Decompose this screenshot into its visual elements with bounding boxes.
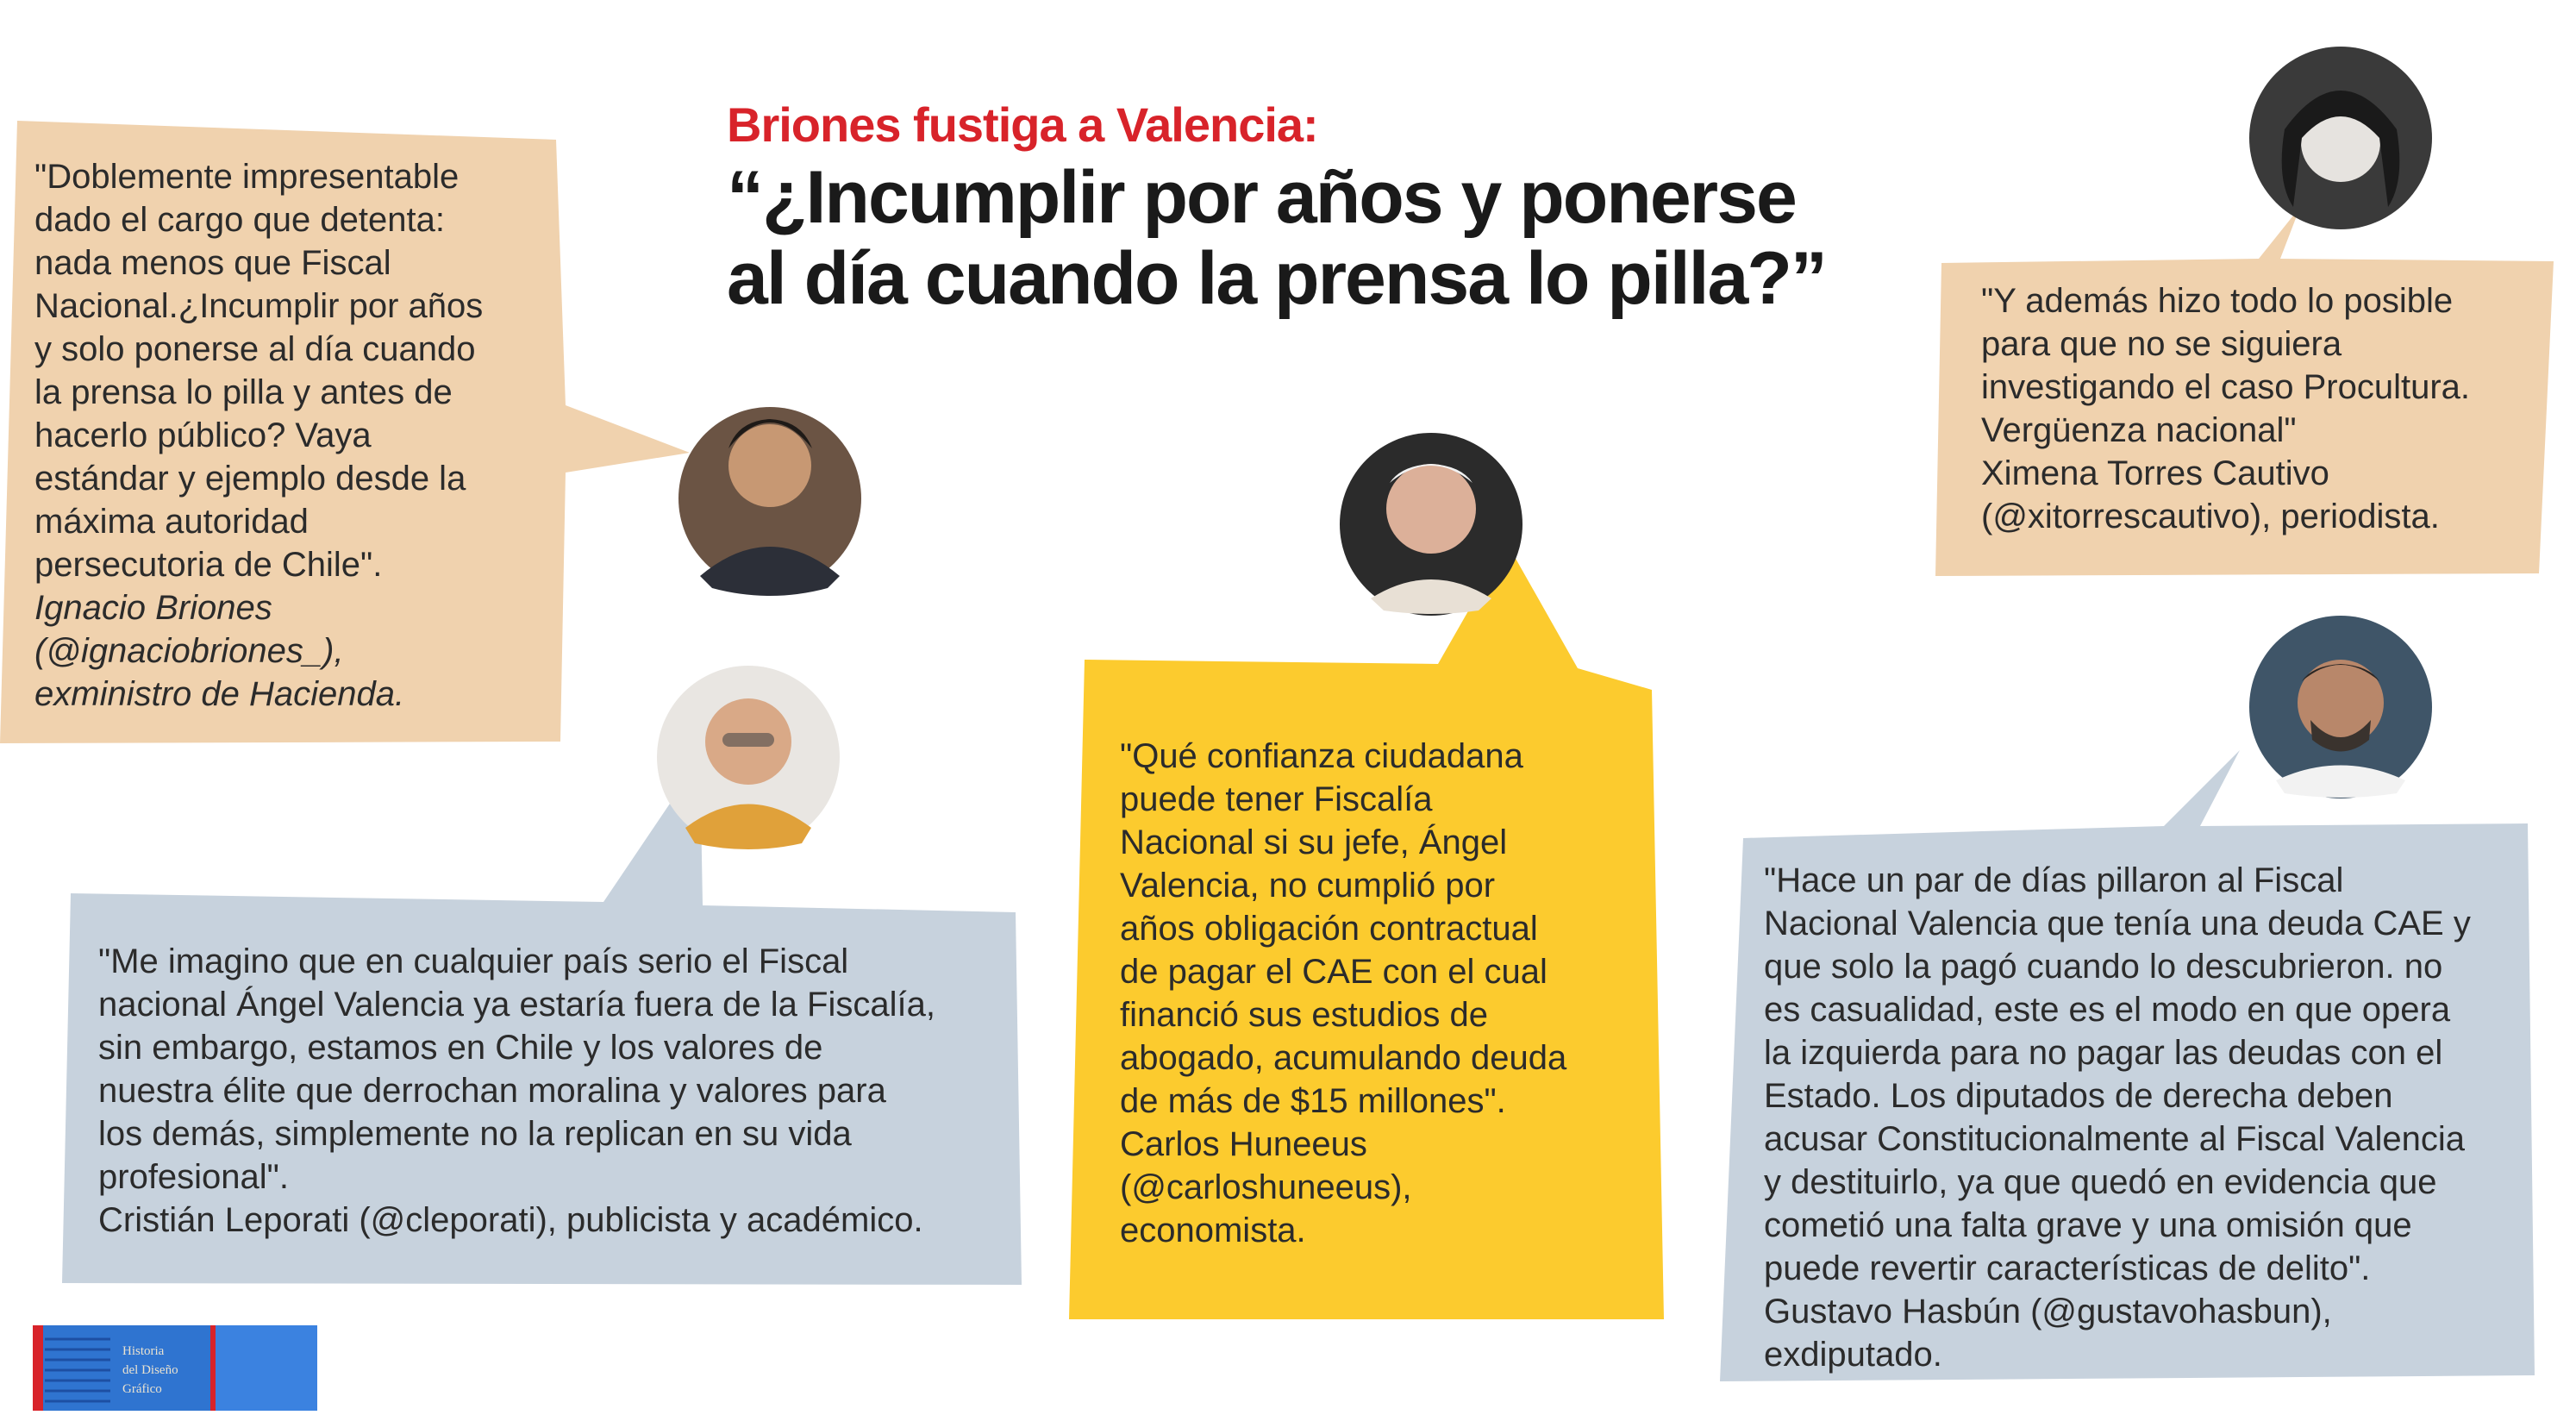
book-title-line: Gráfico bbox=[122, 1382, 162, 1396]
quote-attribution: (@ignaciobriones_), bbox=[34, 632, 344, 670]
quote-line: profesional". bbox=[98, 1158, 289, 1196]
quote-line: para que no se siguiera bbox=[1981, 325, 2342, 363]
quote-line: y destituirlo, ya que quedó en evidencia que bbox=[1764, 1163, 2437, 1201]
quote-line: "Qué confianza ciudadana bbox=[1120, 737, 1523, 775]
quote-line: Nacional si su jefe, Ángel bbox=[1120, 823, 1508, 861]
hasbun-avatar bbox=[2249, 616, 2432, 798]
torres-quote bbox=[1981, 279, 2470, 538]
quote-line: "Hace un par de días pillaron al Fiscal bbox=[1764, 861, 2344, 899]
kicker-title: Briones fustiga a Valencia: bbox=[727, 97, 1318, 152]
quote-line: de más de $15 millones". bbox=[1120, 1082, 1506, 1120]
torres-avatar bbox=[2249, 47, 2432, 229]
quote-line: Nacional.¿Incumplir por años bbox=[34, 287, 484, 325]
quote-line: puede tener Fiscalía bbox=[1120, 780, 1433, 818]
quote-line: sin embargo, estamos en Chile y los valores de bbox=[98, 1029, 823, 1067]
quote-line: "Doblemente impresentable bbox=[34, 158, 460, 196]
quote-attribution: Cristián Leporati (@cleporati), publicista y académico. bbox=[98, 1201, 923, 1239]
quote-line: nacional Ángel Valencia ya estaría fuera de la Fiscalía, bbox=[98, 986, 935, 1024]
quote-line: investigando el caso Procultura. bbox=[1981, 368, 2470, 406]
quote-line: "Me imagino que en cualquier país serio el Fiscal bbox=[98, 942, 849, 980]
quote-line: que solo la pagó cuando lo descubrieron. no bbox=[1764, 948, 2443, 986]
quote-line: Estado. Los diputados de derecha deben bbox=[1764, 1077, 2393, 1115]
leporati-quote bbox=[98, 940, 935, 1242]
quote-attribution: Gustavo Hasbún (@gustavohasbun), bbox=[1764, 1293, 2332, 1330]
quote-line: Valencia, no cumplió por bbox=[1120, 867, 1496, 905]
quote-attribution: Ximena Torres Cautivo bbox=[1981, 454, 2329, 492]
quote-line: abogado, acumulando deuda bbox=[1120, 1039, 1567, 1077]
quote-line: de pagar el CAE con el cual bbox=[1120, 953, 1547, 991]
leporati-avatar bbox=[657, 666, 840, 849]
quote-line: puede revertir características de delito". bbox=[1764, 1249, 2371, 1287]
quote-attribution: exdiputado. bbox=[1764, 1336, 1942, 1374]
quote-attribution: Carlos Huneeus bbox=[1120, 1125, 1367, 1163]
huneeus-quote bbox=[1120, 735, 1566, 1252]
quote-line: estándar y ejemplo desde la bbox=[34, 460, 466, 498]
quote-line: y solo ponerse al día cuando bbox=[34, 330, 476, 368]
quote-line: años obligación contractual bbox=[1120, 910, 1538, 948]
quote-attribution: exministro de Hacienda. bbox=[34, 675, 405, 713]
book-title-line: Historia bbox=[122, 1344, 165, 1358]
quote-line: nada menos que Fiscal bbox=[34, 244, 391, 282]
quote-line: la prensa lo pilla y antes de bbox=[34, 373, 453, 411]
hasbun-quote bbox=[1764, 859, 2471, 1376]
briones-quote bbox=[34, 155, 483, 716]
book-title-line: del Diseño bbox=[122, 1363, 178, 1377]
quote-line: dado el cargo que detenta: bbox=[34, 201, 445, 239]
book-title bbox=[122, 1342, 178, 1399]
quote-line: acusar Constitucionalmente al Fiscal Valencia bbox=[1764, 1120, 2465, 1158]
quote-attribution: (@carloshuneeus), bbox=[1120, 1168, 1412, 1206]
briones-avatar bbox=[678, 407, 861, 596]
quote-attribution: (@xitorrescautivo), periodista. bbox=[1981, 498, 2440, 535]
quote-line: es casualidad, este es el modo en que opera bbox=[1764, 991, 2451, 1029]
headline bbox=[727, 157, 1826, 319]
quote-attribution: economista. bbox=[1120, 1212, 1306, 1249]
headline-line: “¿Incumplir por años y ponerse bbox=[727, 156, 1796, 239]
quote-attribution: Ignacio Briones bbox=[34, 589, 272, 627]
quote-line: Nacional Valencia que tenía una deuda CAE y bbox=[1764, 905, 2471, 942]
quote-line: nuestra élite que derrochan moralina y valores para bbox=[98, 1072, 886, 1110]
quote-line: los demás, simplemente no la replican en su vida bbox=[98, 1115, 852, 1153]
quote-line: máxima autoridad bbox=[34, 503, 309, 541]
huneeus-avatar bbox=[1340, 433, 1522, 616]
quote-line: "Y además hizo todo lo posible bbox=[1981, 282, 2454, 320]
quote-line: hacerlo público? Vaya bbox=[34, 416, 372, 454]
quote-line: Vergüenza nacional" bbox=[1981, 411, 2297, 449]
quote-line: cometió una falta grave y una omisión que bbox=[1764, 1206, 2412, 1244]
headline-line: al día cuando la prensa lo pilla?” bbox=[727, 237, 1826, 320]
quote-line: la izquierda para no pagar las deudas con el bbox=[1764, 1034, 2443, 1072]
quote-line: persecutoria de Chile". bbox=[34, 546, 383, 584]
quote-line: financió sus estudios de bbox=[1120, 996, 1488, 1034]
